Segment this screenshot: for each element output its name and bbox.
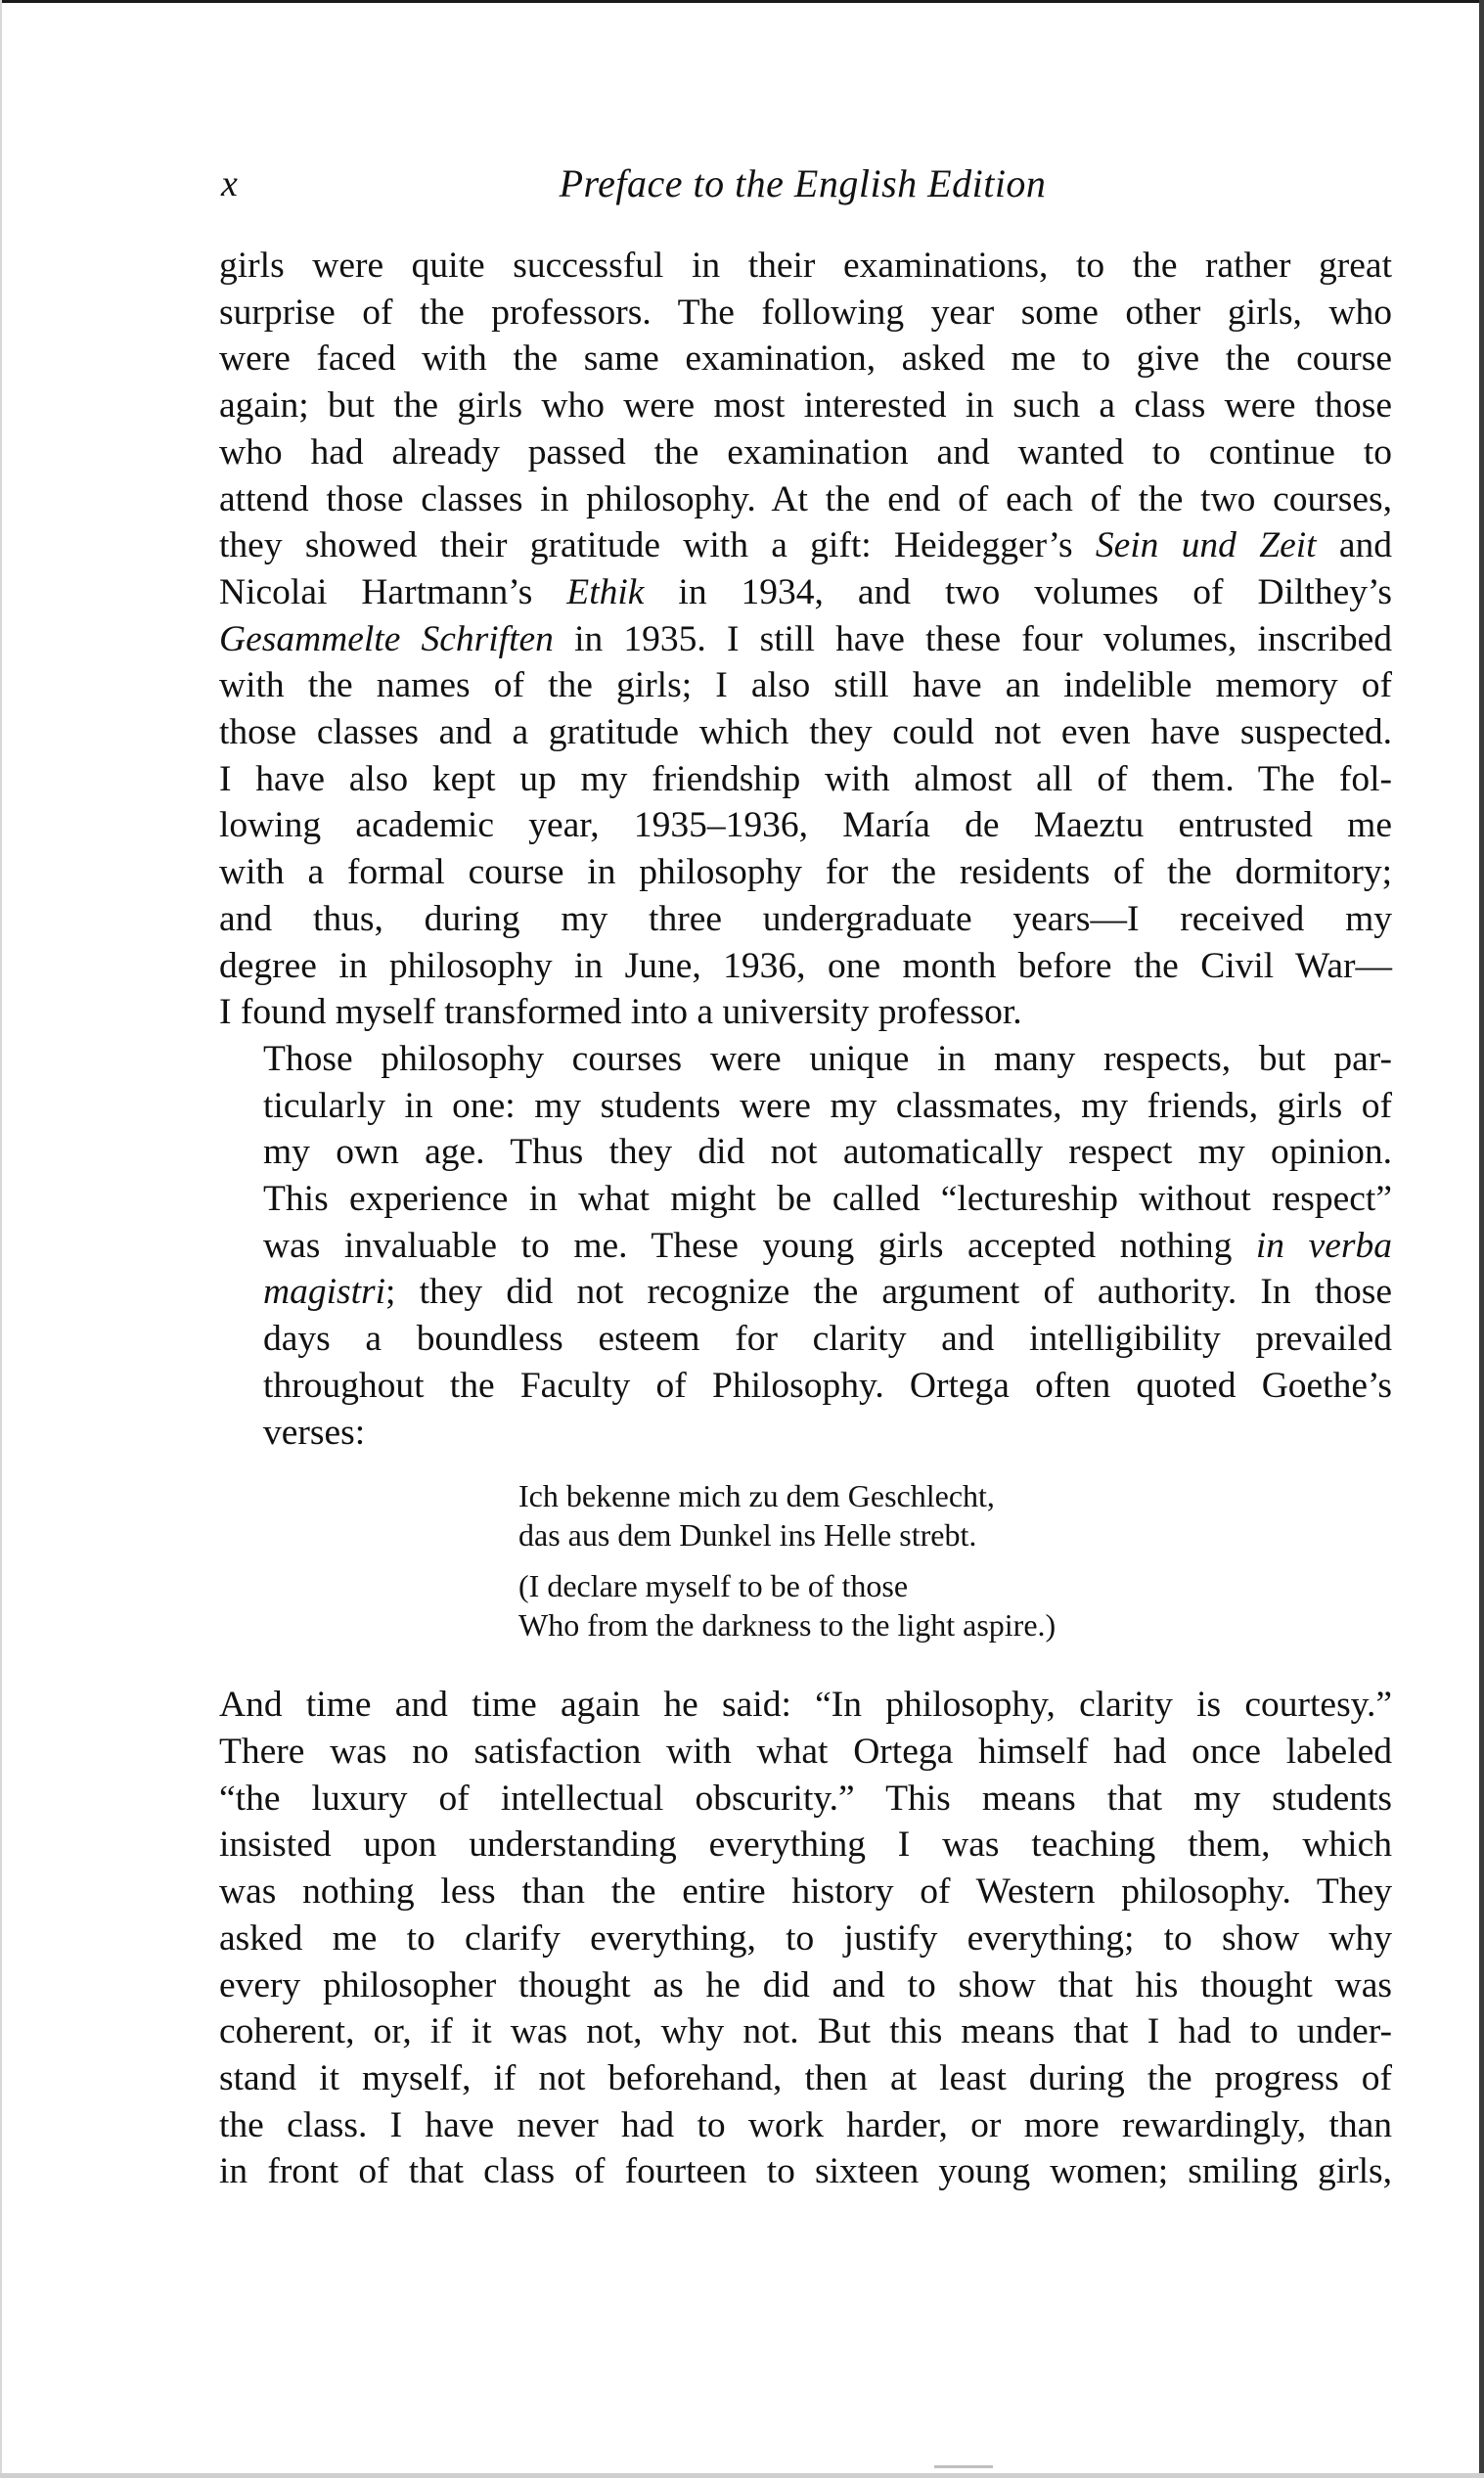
text-line: days a boundless esteem for clarity and intelligibility prevailed [263,1319,1392,1360]
text-line: and thus, during my three undergraduate years—I received my [219,898,1392,939]
book-title: Sein und Zeit [1095,525,1317,566]
page-number: x [221,163,238,204]
text-line: “the luxury of intellectual obscurity.” This means that my students [219,1778,1392,1819]
verse-line: (I declare myself to be of those [518,1568,909,1604]
text-line: my own age. Thus they did not automatically respect my opinion. [263,1132,1392,1173]
text-line: in front of that class of fourteen to sixteen young women; smiling girls, [219,2151,1392,2192]
page-header [213,157,1392,215]
text-line: magistri; they did not recognize the argument of authority. In those [263,1272,1392,1313]
scan-edge-bottom [0,2473,1484,2478]
text-line: throughout the Faculty of Philosophy. Ortega often quoted Goethe’s [263,1365,1392,1406]
text-line: attend those classes in philosophy. At the end of each of the two courses, [219,478,1392,519]
text-line: coherent, or, if it was not, why not. But this means that I had to under- [219,2011,1392,2052]
scan-edge-right [1479,0,1484,2478]
verse-line: das aus dem Dunkel ins Helle strebt. [518,1517,977,1554]
paragraph [219,243,1392,1036]
scan-mark [934,2465,993,2468]
scan-edge-left [0,0,2,2478]
verse-line: Who from the darkness to the light aspire.) [518,1607,1057,1644]
verse-quotation [518,1476,1392,1644]
text-line: with the names of the girls; I also still have an indelible memory of [219,665,1392,706]
book-title: Gesammelte Schriften [219,618,554,659]
text-line: the class. I have never had to work harder, or more rewardingly, than [219,2104,1392,2145]
book-title: Ethik [566,571,645,612]
text-line: again; but the girls who were most interested in such a class were those [219,385,1392,427]
text-line: were faced with the same examination, asked me to give the course [219,338,1392,380]
text-line: Those philosophy courses were unique in many respects, but par- [263,1038,1392,1079]
text-line: degree in philosophy in June, 1936, one month before the Civil War— [219,945,1392,986]
body-text [219,243,1392,2195]
text-line: every philosopher thought as he did and to show that his thought was [219,1964,1392,2005]
paragraph [219,1682,1392,2195]
text-line: surprise of the professors. The following year some other girls, who [219,292,1392,333]
text-line: verses: [263,1412,366,1453]
text-line: And time and time again he said: “In philosophy, clarity is courtesy.” [219,1685,1392,1726]
text-line: those classes and a gratitude which they could not even have suspected. [219,712,1392,753]
text-line: ticularly in one: my students were my classmates, my friends, girls of [263,1085,1392,1126]
verse-line: Ich bekenne mich zu dem Geschlecht, [518,1478,995,1514]
text-line: insisted upon understanding everything I was teaching them, which [219,1825,1392,1866]
running-head: Preface to the English Edition [559,161,1047,205]
text-line: Gesammelte Schriften in 1935. I still have these four volumes, inscribed [219,618,1392,659]
text-line: they showed their gratitude with a gift: Heidegger’s Sein und Zeit and [219,525,1392,566]
latin-phrase: in verba [1255,1225,1392,1266]
text-line: asked me to clarify everything, to justify everything; to show why [219,1917,1392,1959]
text-line: There was no satisfaction with what Ortega himself had once labeled [219,1731,1392,1772]
text-line: was invaluable to me. These young girls accepted nothing in verba [263,1225,1392,1266]
paragraph [219,1036,1392,1456]
scan-edge-top [0,0,1484,3]
text-line: I found myself transformed into a university professor. [219,992,1022,1033]
latin-phrase: magistri [263,1272,386,1313]
text-line: who had already passed the examination and wanted to continue to [219,431,1392,473]
verse-translation [518,1566,1392,1644]
text-line: Nicolai Hartmann’s Ethik in 1934, and two volumes of Dilthey’s [219,571,1392,612]
text-line: lowing academic year, 1935–1936, María de Maeztu entrusted me [219,805,1392,846]
text-line: I have also kept up my friendship with almost all of them. The fol- [219,758,1392,799]
text-line: girls were quite successful in their examinations, to the rather great [219,246,1392,286]
text-line: was nothing less than the entire history of Western philosophy. They [219,1871,1392,1913]
text-line: This experience in what might be called “lectureship without respect” [263,1179,1392,1220]
text-line: stand it myself, if not beforehand, then at least during the progress of [219,2057,1392,2098]
text-line: with a formal course in philosophy for the residents of the dormitory; [219,852,1392,893]
verse-original [518,1476,1392,1554]
